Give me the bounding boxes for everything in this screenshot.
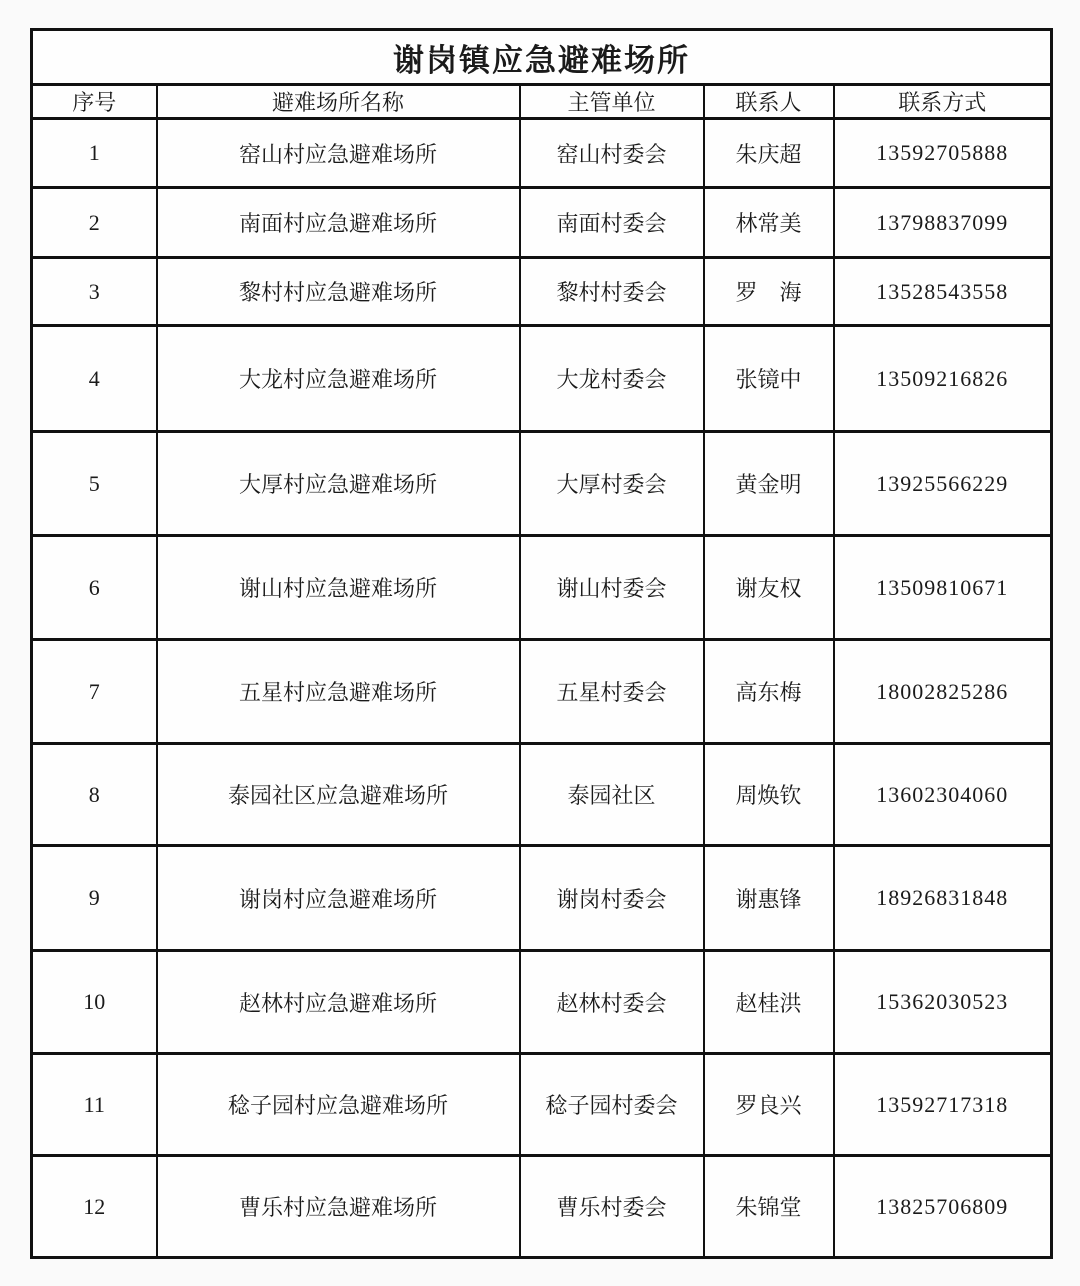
- unit-name: 稔子园村委会: [520, 1054, 704, 1156]
- shelter-name: 泰园社区应急避难场所: [157, 744, 520, 846]
- phone-number: 18002825286: [834, 640, 1052, 744]
- phone-number: 15362030523: [834, 951, 1052, 1054]
- row-no: 7: [32, 640, 157, 744]
- shelter-name: 大龙村应急避难场所: [157, 326, 520, 432]
- shelter-table: [30, 28, 1053, 1259]
- contact-name: 黄金明: [704, 432, 834, 536]
- unit-name: 谢山村委会: [520, 536, 704, 640]
- shelter-name: 谢岗村应急避难场所: [157, 846, 520, 951]
- unit-name: 窑山村委会: [520, 119, 704, 188]
- row-no: 12: [32, 1156, 157, 1258]
- phone-number: 13509216826: [834, 326, 1052, 432]
- row-no: 10: [32, 951, 157, 1054]
- header-row: [32, 85, 1052, 119]
- table-row: [32, 258, 1052, 326]
- phone-number: 13592705888: [834, 119, 1052, 188]
- unit-name: 谢岗村委会: [520, 846, 704, 951]
- contact-name: 高东梅: [704, 640, 834, 744]
- contact-name: 赵桂洪: [704, 951, 834, 1054]
- phone-number: 18926831848: [834, 846, 1052, 951]
- contact-name: 谢惠锋: [704, 846, 834, 951]
- unit-name: 南面村委会: [520, 188, 704, 258]
- row-no: 5: [32, 432, 157, 536]
- phone-number: 13825706809: [834, 1156, 1052, 1258]
- phone-number: 13528543558: [834, 258, 1052, 326]
- table-row: [32, 432, 1052, 536]
- table-row: [32, 744, 1052, 846]
- contact-name: 林常美: [704, 188, 834, 258]
- table-row: [32, 119, 1052, 188]
- contact-name: 朱锦堂: [704, 1156, 834, 1258]
- shelter-name: 窑山村应急避难场所: [157, 119, 520, 188]
- table-title: 谢岗镇应急避难场所: [32, 30, 1052, 85]
- unit-name: 五星村委会: [520, 640, 704, 744]
- shelter-name: 曹乐村应急避难场所: [157, 1156, 520, 1258]
- unit-name: 大龙村委会: [520, 326, 704, 432]
- shelter-name: 大厚村应急避难场所: [157, 432, 520, 536]
- contact-name: 谢友权: [704, 536, 834, 640]
- shelter-name: 谢山村应急避难场所: [157, 536, 520, 640]
- row-no: 3: [32, 258, 157, 326]
- contact-name: 张镜中: [704, 326, 834, 432]
- table-row: [32, 188, 1052, 258]
- table-row: [32, 846, 1052, 951]
- table-row: [32, 1156, 1052, 1258]
- table-row: [32, 1054, 1052, 1156]
- column-header-name: 避难场所名称: [157, 85, 520, 119]
- contact-name: 罗 海: [704, 258, 834, 326]
- table-row: [32, 951, 1052, 1054]
- shelter-table-body: [32, 119, 1052, 1258]
- shelter-name: 赵林村应急避难场所: [157, 951, 520, 1054]
- unit-name: 赵林村委会: [520, 951, 704, 1054]
- table-row: [32, 326, 1052, 432]
- row-no: 11: [32, 1054, 157, 1156]
- phone-number: 13602304060: [834, 744, 1052, 846]
- row-no: 2: [32, 188, 157, 258]
- contact-name: 罗良兴: [704, 1054, 834, 1156]
- shelter-name: 稔子园村应急避难场所: [157, 1054, 520, 1156]
- table-row: [32, 536, 1052, 640]
- phone-number: 13592717318: [834, 1054, 1052, 1156]
- phone-number: 13925566229: [834, 432, 1052, 536]
- contact-name: 周焕钦: [704, 744, 834, 846]
- row-no: 1: [32, 119, 157, 188]
- title-row: [32, 30, 1052, 85]
- column-header-contact: 联系人: [704, 85, 834, 119]
- unit-name: 黎村村委会: [520, 258, 704, 326]
- table-row: [32, 640, 1052, 744]
- contact-name: 朱庆超: [704, 119, 834, 188]
- column-header-unit: 主管单位: [520, 85, 704, 119]
- shelter-name: 黎村村应急避难场所: [157, 258, 520, 326]
- phone-number: 13509810671: [834, 536, 1052, 640]
- shelter-name: 五星村应急避难场所: [157, 640, 520, 744]
- column-header-phone: 联系方式: [834, 85, 1052, 119]
- row-no: 6: [32, 536, 157, 640]
- row-no: 8: [32, 744, 157, 846]
- unit-name: 泰园社区: [520, 744, 704, 846]
- row-no: 9: [32, 846, 157, 951]
- shelter-name: 南面村应急避难场所: [157, 188, 520, 258]
- unit-name: 大厚村委会: [520, 432, 704, 536]
- column-header-no: 序号: [32, 85, 157, 119]
- unit-name: 曹乐村委会: [520, 1156, 704, 1258]
- phone-number: 13798837099: [834, 188, 1052, 258]
- row-no: 4: [32, 326, 157, 432]
